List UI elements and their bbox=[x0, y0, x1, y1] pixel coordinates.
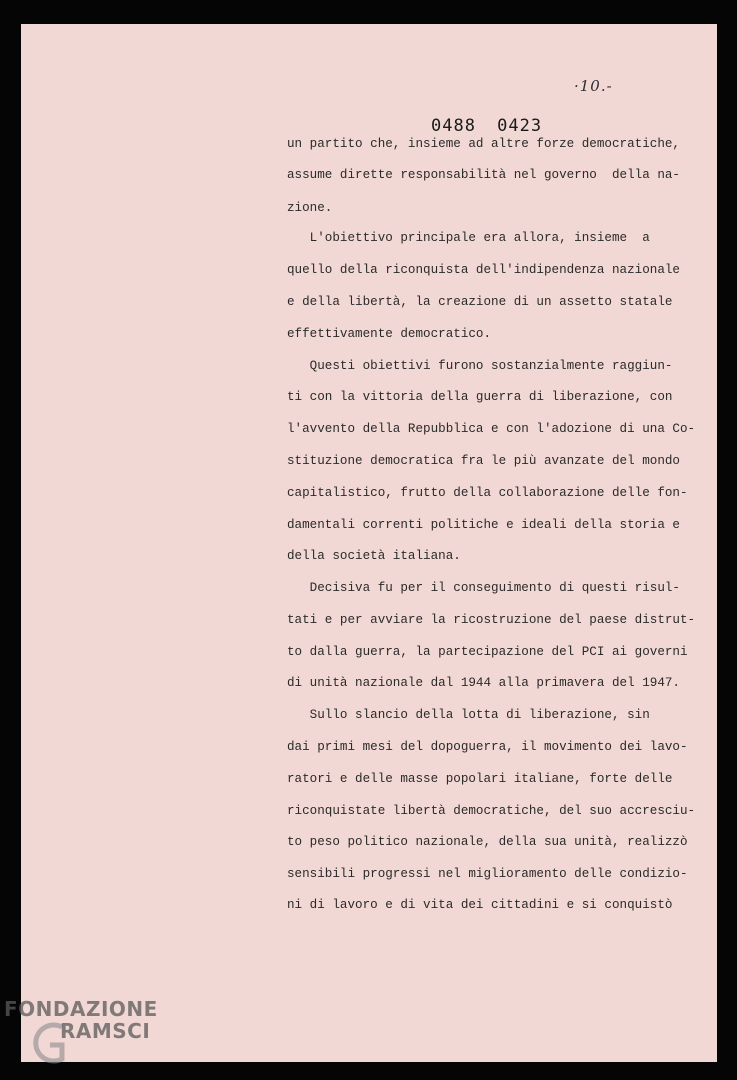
text-line: Questi obiettivi furono sostanzialmente raggiun- bbox=[287, 359, 673, 373]
text-line: assume dirette responsabilità nel governo della na- bbox=[287, 168, 680, 182]
text-line: ratori e delle masse popolari italiane, forte delle bbox=[287, 772, 673, 786]
text-line: sensibili progressi nel miglioramento delle condizio- bbox=[287, 867, 688, 881]
text-line: to peso politico nazionale, della sua unità, realizzò bbox=[287, 835, 688, 849]
text-line: capitalistico, frutto della collaborazione delle fon- bbox=[287, 486, 688, 500]
text-line: quello della riconquista dell'indipendenza nazionale bbox=[287, 263, 680, 277]
text-line: ti con la vittoria della guerra di liberazione, con bbox=[287, 390, 673, 404]
text-line: di unità nazionale dal 1944 alla primavera del 1947. bbox=[287, 676, 680, 690]
fondazione-gramsci-watermark bbox=[4, 997, 204, 1077]
text-line: riconquistate libertà democratiche, del suo accresciu- bbox=[287, 804, 696, 818]
text-line: zione. bbox=[287, 201, 333, 215]
text-line: dai primi mesi del dopoguerra, il movimento dei lavo- bbox=[287, 740, 688, 754]
watermark-line-2: RAMSCI bbox=[60, 1019, 151, 1043]
text-line: L'obiettivo principale era allora, insieme a bbox=[287, 231, 650, 245]
text-line: ni di lavoro e di vita dei cittadini e si conquistò bbox=[287, 898, 673, 912]
archive-stamp-number: 0488 0423 bbox=[431, 116, 543, 136]
text-line: Decisiva fu per il conseguimento di questi risul- bbox=[287, 581, 680, 595]
text-line: effettivamente democratico. bbox=[287, 327, 492, 341]
text-line: l'avvento della Repubblica e con l'adozione di una Co- bbox=[287, 422, 696, 436]
text-line: to dalla guerra, la partecipazione del PCI ai governi bbox=[287, 645, 688, 659]
text-line: della società italiana. bbox=[287, 549, 461, 563]
handwritten-page-number: ·10.- bbox=[574, 77, 613, 95]
text-line: e della libertà, la creazione di un assetto statale bbox=[287, 295, 673, 309]
text-line: un partito che, insieme ad altre forze democratiche, bbox=[287, 137, 680, 151]
watermark-line-1: FONDAZIONE bbox=[4, 997, 158, 1021]
text-line: Sullo slancio della lotta di liberazione, sin bbox=[287, 708, 650, 722]
document-page bbox=[21, 24, 717, 1062]
text-line: damentali correnti politiche e ideali della storia e bbox=[287, 518, 680, 532]
text-line: stituzione democratica fra le più avanzate del mondo bbox=[287, 454, 680, 468]
text-line: tati e per avviare la ricostruzione del paese distrut- bbox=[287, 613, 696, 627]
